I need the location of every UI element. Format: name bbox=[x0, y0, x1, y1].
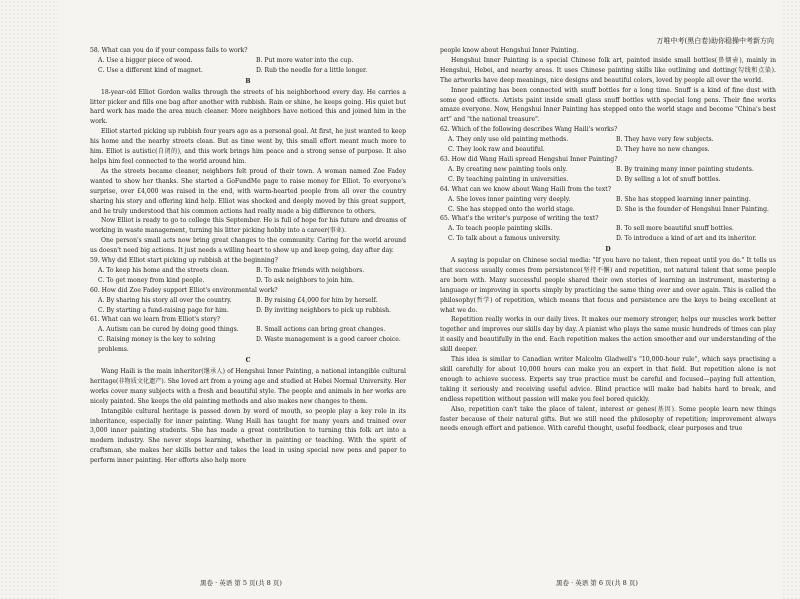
question-60-options bbox=[90, 296, 406, 316]
option: C. Raising money is the key to solving problems. bbox=[98, 336, 216, 354]
option: B. Put more water into the cup. bbox=[256, 56, 354, 64]
option: C. She has stepped onto the world stage. bbox=[448, 205, 575, 213]
question-62-options bbox=[440, 135, 776, 155]
option: D. She is the founder of Hengshui Inner Painting. bbox=[616, 205, 769, 213]
option: B. To make friends with neighbors. bbox=[256, 266, 365, 274]
option: C. By teaching painting in universities. bbox=[448, 175, 569, 183]
option: A. Use a bigger piece of wood. bbox=[98, 56, 193, 64]
option: A. To teach people painting skills. bbox=[448, 225, 553, 233]
option: C. To talk about a famous university. bbox=[448, 235, 561, 243]
question-59: 59. Why did Elliot start picking up rubbish at the beginning? bbox=[90, 257, 278, 265]
page-footer-left: 黑卷 · 英语 第 5 页(共 8 页) bbox=[200, 579, 282, 587]
page-footer-right: 黑卷 · 英语 第 6 页(共 8 页) bbox=[556, 579, 638, 587]
question-63: 63. How did Wang Haili spread Hengshui Inner Painting? bbox=[440, 155, 618, 163]
section-b-heading: B bbox=[245, 77, 251, 85]
passage-d-paragraph: This idea is similar to Canadian writer Malcolm Gladwell's "10,000-hour rule", which says practising a skill carefully for about 10,000 hours can make you an expert in that field. But repetition alone is not enough to achieve success. Experts say true practice must be careful and focused—paying full attention, taking it seriously and receiving useful advice. Blind practice will make bad habits hard to break, and endless repetition without passion will make you feel bored quickly. bbox=[440, 356, 776, 403]
option: A. They only use old painting methods. bbox=[448, 136, 569, 144]
option: D. By inviting neighbors to pick up rubbish. bbox=[256, 306, 391, 314]
option: B. By training many inner painting students. bbox=[616, 165, 754, 173]
section-c-heading: C bbox=[245, 357, 251, 365]
passage-b-paragraph: Now Elliot is ready to go to college this September. He is full of hope for his future and dreams of working in waste management, turning his litter picking hobby into a career(事业). bbox=[90, 217, 406, 235]
question-59-options bbox=[90, 266, 406, 286]
scan-noise-left bbox=[0, 0, 58, 599]
passage-d-paragraph: A saying is popular on Chinese social media: "If you have no talent, then repeat until you do." It tells us that success usually comes from persistence(坚持不懈) and repetition, not natural talent that some people are born with. Many successful people shared their own stories of learning an instrument, mastering a language or improving in sports simply by practicing the same thing over and over again. This is called the philosophy(哲学) of repetition, which means that focus and persistence are the keys to being excellent at what we do. bbox=[440, 257, 776, 314]
question-60: 60. How did Zoe Fadey support Elliot's environmental work? bbox=[90, 286, 278, 294]
option: C. To get money from kind people. bbox=[98, 276, 205, 284]
option: C. By starting a fund-raising page for him. bbox=[98, 306, 229, 314]
question-64: 64. What can we know about Wang Haili from the text? bbox=[440, 185, 611, 193]
passage-b-paragraph: 18-year-old Elliot Gordon walks through the streets of his neighborhood every day. He carries a litter picker and fills one bag after another with rubbish. Rain or shine, he keeps going. His quiet but hard work has made the area much cleaner. More neighbors have noticed this and joined him in the work. bbox=[90, 88, 406, 126]
question-65-options bbox=[440, 224, 776, 244]
question-65: 65. What's the writer's purpose of writing the text? bbox=[440, 215, 599, 223]
option: B. She has stopped learning inner painting. bbox=[616, 195, 751, 203]
passage-c-paragraph: Wang Haili is the main inheritor(继承人) of Hengshui Inner Painting, a national intangible cultural heritage(非物质文化遗产). She loved art from a young age and studied at Hebei Normal University. Her works cover many subjects with a fresh and beautiful style. The people and animals in her works are nicely painted. She keeps the old painting methods and also makes new changes to them. bbox=[90, 368, 406, 405]
passage-b-paragraph: One person's small acts now bring great changes to the community. Caring for the world around us doesn't need big actions. It just needs a willing heart to show up and keep going, day after day. bbox=[90, 237, 406, 255]
left-column bbox=[90, 46, 406, 466]
passage-c-continuation: people know about Hengshui Inner Painting. bbox=[440, 47, 579, 54]
passage-c-paragraph: Intangible cultural heritage is passed down by word of mouth, so people play a key role in its inheritance, especially for inner painting. Wang Haili has taught for many years and trained over 3,000 inner painting students. She has made a great contribution to turning this folk art into a modern industry. She never stops learning, whether in painting or teaching. With the spirit of craftsman, she makes her skills better and takes the lead in using special new pens and paper to perform inner painting. Her efforts also help more bbox=[90, 407, 406, 465]
passage-d-paragraph: Also, repetition can't take the place of talent, interest or genes(基因). Some people learn new things faster because of their natural gifts. But we still need the philosophy of repetition; improvement always needs enough effort and patience. With careful thought, useful feedback, clear purposes and true bbox=[440, 405, 776, 433]
option: D. To introduce a kind of art and its inheritor. bbox=[616, 235, 757, 243]
question-58: 58. What can you do if your compass fails to work? bbox=[90, 47, 248, 54]
passage-b-paragraph: Elliot started picking up rubbish four years ago as a personal goal. At first, he just wanted to keep his home and the nearby streets clean. But as time went by, this small effort meant much more to him. Elliot is autistic(自闭的), and this work brings him peace and a strong sense of purpose. It also helps him feel connected to the world around him. bbox=[90, 128, 406, 165]
option: C. Use a different kind of magnet. bbox=[98, 66, 203, 74]
option: A. She loves inner painting very deeply. bbox=[448, 195, 571, 203]
question-63-options bbox=[440, 165, 776, 185]
option: D. By selling a lot of snuff bottles. bbox=[616, 175, 721, 183]
question-62: 62. Which of the following describes Wang Haili's works? bbox=[440, 126, 618, 134]
option: D. Waste management is a good career choice. bbox=[256, 336, 401, 344]
option: A. Autism can be cured by doing good things. bbox=[98, 326, 239, 334]
option: A. By sharing his story all over the country. bbox=[98, 296, 232, 304]
option: D. They have no new changes. bbox=[616, 146, 710, 154]
passage-d-paragraph: Repetition really works in our daily lives. It makes our memory stronger, helps our muscles work better together and improves our skills day by day. A pianist who plays the same music hundreds of times can play it easily and beautifully in the end. Each repetition makes the action smoother and our understanding of the skill deeper. bbox=[440, 316, 776, 354]
option: B. They have very few subjects. bbox=[616, 136, 714, 144]
right-column bbox=[440, 46, 776, 434]
option: D. Rub the needle for a little longer. bbox=[256, 66, 368, 74]
option: B. Small actions can bring great changes. bbox=[256, 326, 386, 334]
option: B. To sell more beautiful snuff bottles. bbox=[616, 225, 734, 233]
question-64-options bbox=[440, 195, 776, 215]
passage-b-paragraph: As the streets became cleaner, neighbors felt proud of their town. A woman named Zoe Fadey wanted to show her thanks. She started a GoFundMe page to raise money for Elliot. To everyone's surprise, over £4,000 was raised in the end, with warm-hearted people from all over the country sharing his story and offering kind help. Elliot was shocked and deeply moved by this great support, and he truly understood that his common actions had really made a big difference to others. bbox=[90, 167, 406, 215]
passage-c-paragraph: Inner painting has been connected with snuff bottles for a long time. Snuff is a kind of fine dust with some good effects. Artists paint inside small glass snuff bottles with special long pens. Their fine works amaze everyone. Now, Hengshui Inner Painting has stepped onto the world stage and become "China's best art" and "the national treasure". bbox=[440, 86, 776, 124]
scan-noise-right bbox=[782, 0, 800, 599]
question-61-options bbox=[90, 325, 406, 355]
question-61: 61. What can we learn from Elliot's story? bbox=[90, 316, 221, 324]
section-d-heading: D bbox=[605, 246, 611, 254]
option: D. To ask neighbors to join him. bbox=[256, 276, 354, 284]
option: C. They look raw and beautiful. bbox=[448, 146, 545, 154]
option: A. By creating new painting tools only. bbox=[448, 165, 568, 173]
header-brand: 万唯中考(黑白卷)助你稳操中考新方向 bbox=[656, 37, 774, 45]
option: B. By raising £4,000 for him by herself. bbox=[256, 296, 378, 304]
question-58-options bbox=[90, 56, 406, 76]
passage-c-paragraph: Hengshui Inner Painting is a special Chinese folk art, painted inside small bottles(鼻烟壶), mainly in Hengshui, Hebei, and nearby areas. It uses Chinese painting skills like outlining and dotting(勾线和点染). The artworks have deep meanings, nice designs and beautiful colors, loved by people all over the world. bbox=[440, 56, 776, 84]
option: A. To keep his home and the streets clean. bbox=[98, 266, 230, 274]
